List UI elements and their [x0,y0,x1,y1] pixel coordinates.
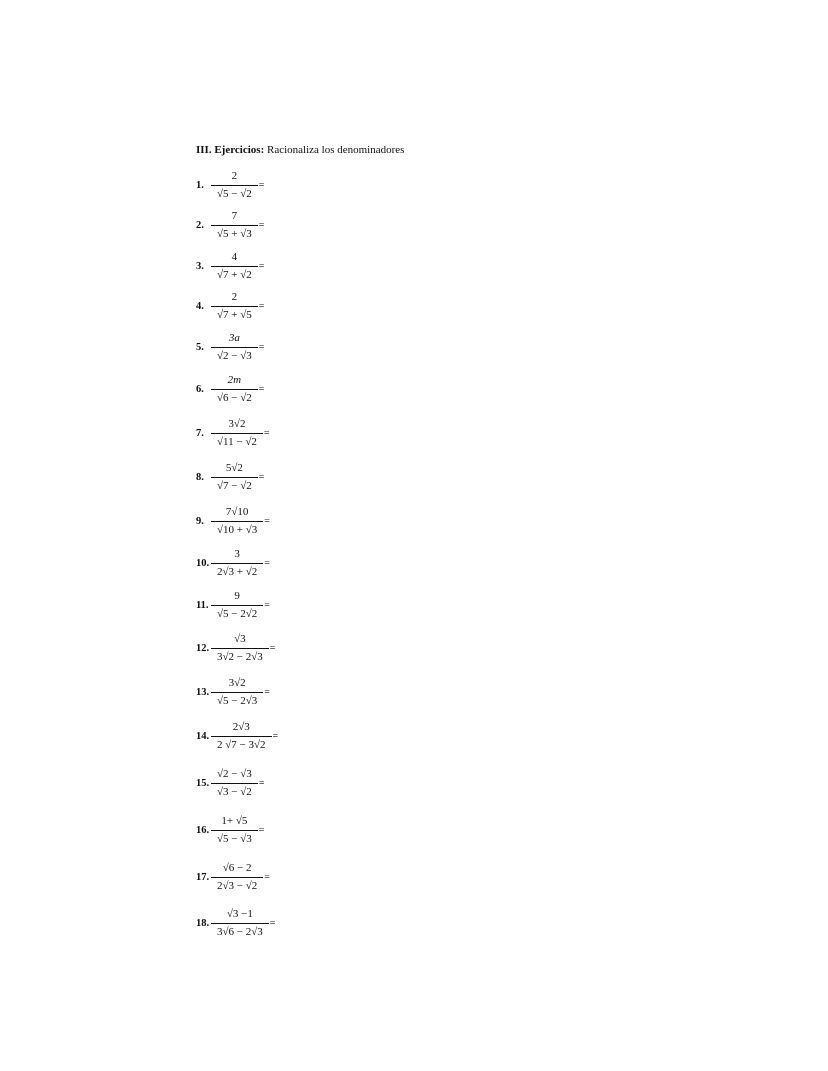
numerator: 2 [211,291,258,307]
denominator: 3√6 − 2√3 [217,925,263,938]
numerator: 2√3 [211,721,272,737]
equals-sign: = [264,599,270,611]
fraction [214,462,255,493]
fraction [214,908,266,939]
fraction [214,418,260,449]
equals-sign: = [269,917,276,929]
exercise-number: 16. [196,824,210,836]
equals-sign: = [258,824,265,836]
exercise-number: 8. [196,471,204,483]
denominator: √3 − √2 [217,785,252,798]
denominator: √6 − √2 [217,391,252,404]
exercise-16 [196,810,264,850]
fraction [214,768,255,799]
denominator: 2√3 − √2 [217,879,258,892]
equals-sign: = [258,341,265,353]
denominator: √5 − √3 [217,832,252,845]
equals-sign: = [264,515,270,527]
numerator: 3√2 [211,677,263,693]
fraction [214,170,255,201]
denominator: √7 + √2 [217,268,252,281]
equals-sign: = [264,871,270,883]
exercise-number: 11. [196,599,209,611]
fraction [214,251,255,282]
exercise-number: 18. [196,917,210,929]
exercise-number: 4. [196,300,204,312]
numerator: 3 [211,548,263,564]
exercise-14 [196,716,278,756]
exercise-13 [196,672,270,712]
equals-sign: = [258,383,265,395]
exercise-17 [196,857,270,897]
equals-sign: = [258,777,265,789]
numerator: 2m [211,374,258,390]
denominator: √5 − 2√2 [217,607,258,620]
numerator: √3 [211,633,269,649]
equals-sign: = [264,557,270,569]
exercise-2 [196,205,264,245]
denominator: √7 + √5 [217,308,252,321]
numerator: 7 [211,210,258,226]
exercise-heading [196,144,404,156]
exercise-number: 10. [196,557,210,569]
fraction [214,721,269,752]
fraction [214,548,260,579]
fraction [214,590,260,621]
exercise-number: 1. [196,179,204,191]
denominator: 2√3 + √2 [217,565,258,578]
fraction [214,210,255,241]
exercise-number: 9. [196,515,204,527]
equals-sign: = [263,427,270,439]
exercise-12 [196,628,275,668]
exercise-10 [196,543,270,583]
numerator: 3√2 [211,418,263,434]
exercise-number: 13. [196,686,210,698]
denominator: √2 − √3 [217,349,252,362]
exercise-18 [196,903,275,943]
exercise-7 [196,413,270,453]
denominator: √10 + √3 [217,523,258,536]
numerator: 3a [211,332,258,348]
exercise-15 [196,763,264,803]
denominator: 2 √7 − 3√2 [217,738,266,751]
exercise-3 [196,246,264,286]
denominator: √5 + √3 [217,227,252,240]
equals-sign: = [264,686,270,698]
fraction [214,332,255,363]
exercise-number: 6. [196,383,204,395]
equals-sign: = [258,260,265,272]
numerator: √3 −1 [211,908,269,924]
heading-text: Racionaliza los denominadores [264,144,405,156]
exercise-9 [196,501,270,541]
exercise-number: 3. [196,260,204,272]
denominator: √5 − √2 [217,187,252,200]
numerator: √2 − √3 [211,768,258,784]
fraction [214,815,255,846]
numerator: 5√2 [211,462,258,478]
numerator: √6 − 2 [211,862,263,878]
heading-label: III. Ejercicios: [196,144,265,156]
exercise-11 [196,585,270,625]
exercise-number: 12. [196,642,210,654]
denominator: √7 − √2 [217,479,252,492]
exercise-number: 17. [196,871,210,883]
numerator: 2 [211,170,258,186]
exercise-6 [196,369,264,409]
exercise-4 [196,286,264,326]
exercise-number: 14. [196,730,210,742]
equals-sign: = [258,471,265,483]
equals-sign: = [269,642,276,654]
numerator: 1+ √5 [211,815,258,831]
equals-sign: = [258,219,265,231]
exercise-1 [196,165,264,205]
fraction [214,633,266,664]
fraction [214,374,255,405]
denominator: √11 − √2 [217,435,257,448]
numerator: 9 [211,590,263,606]
fraction [214,506,260,537]
denominator: 3√2 − 2√3 [217,650,263,663]
fraction [214,677,260,708]
exercise-number: 2. [196,219,204,231]
exercise-number: 7. [196,427,204,439]
exercise-5 [196,327,264,367]
exercise-number: 5. [196,341,204,353]
equals-sign: = [272,730,279,742]
numerator: 4 [211,251,258,267]
numerator: 7√10 [211,506,263,522]
exercise-number: 15. [196,777,210,789]
exercise-8 [196,457,264,497]
fraction [214,291,255,322]
equals-sign: = [258,300,265,312]
fraction [214,862,260,893]
equals-sign: = [258,179,265,191]
denominator: √5 − 2√3 [217,694,258,707]
